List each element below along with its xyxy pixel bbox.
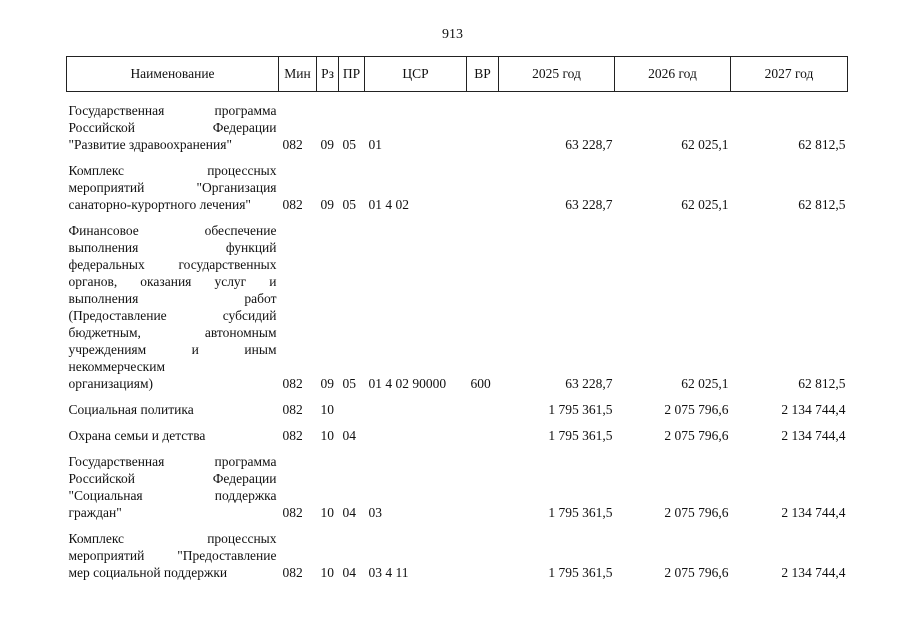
row-y2027: 62 812,5 [798, 137, 846, 152]
row-y2025: 1 795 361,5 [548, 505, 613, 520]
row-pr: 05 [342, 137, 356, 152]
row-min: 082 [282, 376, 303, 391]
row-csr: 01 [368, 137, 382, 152]
header-2025: 2025 год [499, 57, 615, 92]
row-y2026: 2 075 796,6 [664, 428, 729, 443]
row-name-line: "Социальная поддержка [68, 488, 277, 503]
row-y2027: 2 134 744,4 [781, 428, 846, 443]
row-name-line: Государственная программа [68, 103, 277, 118]
header-min: Мин [279, 57, 317, 92]
row-name-line: "Развитие здравоохранения" [68, 137, 232, 152]
row-rz: 09 [320, 376, 334, 391]
row-name-line: организациям) [68, 376, 154, 391]
row-min: 082 [282, 428, 303, 443]
row-pr: 04 [342, 505, 356, 520]
row-name [67, 427, 279, 444]
row-y2025: 63 228,7 [565, 197, 613, 212]
row-csr: 03 [368, 505, 382, 520]
header-pr: ПР [339, 57, 365, 92]
table-body [67, 92, 848, 582]
row-name-line: Государственная программа [68, 454, 277, 469]
row-name [67, 222, 279, 392]
row-name-line: некоммерческим [68, 359, 166, 374]
row-name-line: санаторно-курортного лечения" [68, 197, 251, 212]
row-spacer [67, 418, 848, 427]
row-pr [339, 401, 365, 418]
row-vr [467, 162, 499, 213]
row-name-line: выполнения работ [68, 291, 277, 306]
row-name-line: органов, оказания услуг и [68, 274, 277, 289]
row-y2026: 62 025,1 [681, 137, 729, 152]
header-rz: Рз [317, 57, 339, 92]
header-vr: ВР [467, 57, 499, 92]
row-name-line: Охрана семьи и детства [68, 428, 206, 443]
row-y2026: 62 025,1 [681, 197, 729, 212]
row-y2026: 62 025,1 [681, 376, 729, 391]
row-name-line: Комплекс процессных [68, 163, 277, 178]
row-y2025: 1 795 361,5 [548, 402, 613, 417]
row-rz: 10 [320, 565, 334, 580]
table-row [67, 162, 848, 213]
row-y2027: 2 134 744,4 [781, 565, 846, 580]
row-pr: 04 [342, 428, 356, 443]
row-y2027: 62 812,5 [798, 376, 846, 391]
row-spacer [67, 392, 848, 401]
row-pr: 05 [342, 197, 356, 212]
row-rz: 09 [320, 137, 334, 152]
row-rz: 10 [320, 402, 334, 417]
row-y2025: 63 228,7 [565, 376, 613, 391]
header-csr: ЦСР [365, 57, 467, 92]
row-vr [467, 530, 499, 581]
row-name-line: мероприятий "Предоставление [68, 548, 277, 563]
row-name [67, 453, 279, 521]
row-name-line: (Предоставление субсидий [68, 308, 277, 323]
row-pr: 04 [342, 565, 356, 580]
budget-table [66, 56, 848, 581]
row-pr: 05 [342, 376, 356, 391]
table-row [67, 453, 848, 521]
row-min: 082 [282, 565, 303, 580]
table-row [67, 530, 848, 581]
row-spacer [67, 521, 848, 530]
table-row [67, 102, 848, 153]
table-row [67, 222, 848, 392]
row-csr: 01 4 02 [368, 197, 409, 212]
table-row [67, 401, 848, 418]
row-name-line: Комплекс процессных [68, 531, 277, 546]
row-name-line: Финансовое обеспечение [68, 223, 277, 238]
row-y2027: 2 134 744,4 [781, 505, 846, 520]
row-min: 082 [282, 505, 303, 520]
row-name [67, 401, 279, 418]
row-y2026: 2 075 796,6 [664, 505, 729, 520]
row-y2025: 1 795 361,5 [548, 565, 613, 580]
table-row [67, 427, 848, 444]
header-2027: 2027 год [731, 57, 848, 92]
row-name [67, 162, 279, 213]
table-header-row [67, 57, 848, 92]
row-vr [467, 427, 499, 444]
row-spacer [67, 153, 848, 162]
row-vr [467, 401, 499, 418]
row-min: 082 [282, 402, 303, 417]
row-name-line: мер социальной поддержки [68, 565, 228, 580]
row-name-line: Российской Федерации [68, 471, 277, 486]
row-y2025: 63 228,7 [565, 137, 613, 152]
header-name: Наименование [67, 57, 279, 92]
row-spacer [67, 444, 848, 453]
row-vr: 600 [470, 376, 491, 391]
row-csr: 03 4 11 [368, 565, 409, 580]
page-number: 913 [442, 27, 463, 42]
header-2026: 2026 год [615, 57, 731, 92]
row-rz: 10 [320, 505, 334, 520]
row-name-line: Российской Федерации [68, 120, 277, 135]
row-y2026: 2 075 796,6 [664, 402, 729, 417]
row-min: 082 [282, 197, 303, 212]
row-csr [365, 401, 467, 418]
row-csr: 01 4 02 90000 [368, 376, 447, 391]
row-csr [365, 427, 467, 444]
row-min: 082 [282, 137, 303, 152]
row-name-line: федеральных государственных [68, 257, 277, 272]
row-spacer [67, 92, 848, 103]
row-y2027: 62 812,5 [798, 197, 846, 212]
row-name-line: выполнения функций [68, 240, 277, 255]
row-name-line: граждан" [68, 505, 122, 520]
row-name-line: учреждениям и иным [68, 342, 277, 357]
row-name [67, 530, 279, 581]
row-y2026: 2 075 796,6 [664, 565, 729, 580]
row-name-line: мероприятий "Организация [68, 180, 277, 195]
row-vr [467, 453, 499, 521]
row-vr [467, 102, 499, 153]
row-name [67, 102, 279, 153]
row-spacer [67, 213, 848, 222]
row-rz: 10 [320, 428, 334, 443]
row-rz: 09 [320, 197, 334, 212]
row-name-line: Социальная политика [68, 402, 194, 417]
row-name-line: бюджетным, автономным [68, 325, 277, 340]
row-y2025: 1 795 361,5 [548, 428, 613, 443]
row-y2027: 2 134 744,4 [781, 402, 846, 417]
